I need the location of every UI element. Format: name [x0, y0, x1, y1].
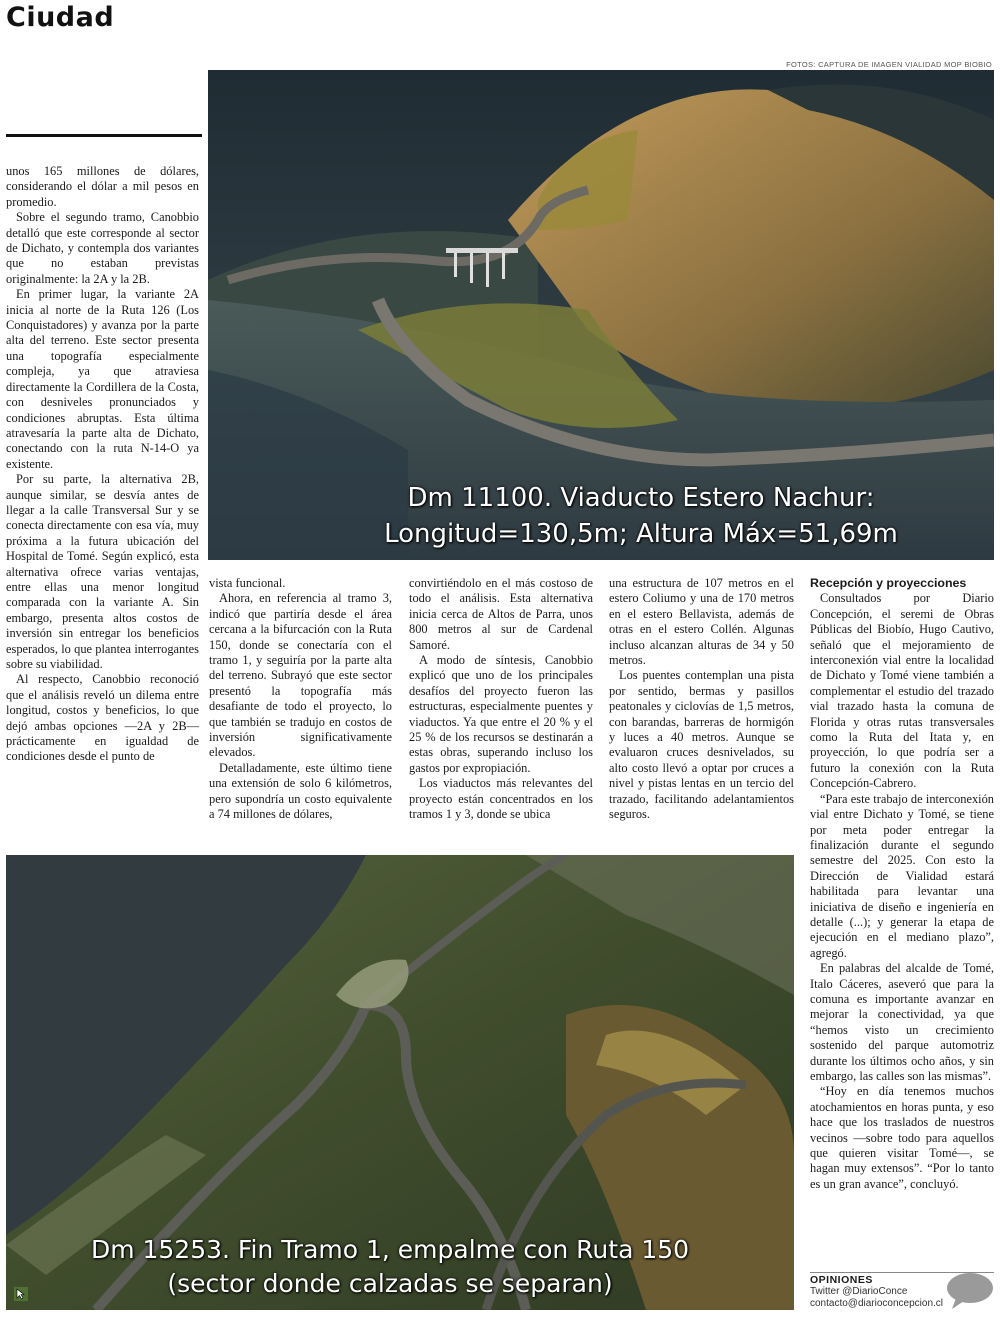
section-title: Ciudad — [6, 2, 115, 33]
article-column-1 — [6, 164, 199, 765]
subheading: Recepción y proyecciones — [810, 576, 967, 590]
paragraph: Ahora, en referencia al tramo 3, indicó que partiría desde el área cercana a la bifurcación con la Ruta 150, donde se conectaría con el tramo 1, y seguiría por la parte alta del terreno. Subrayó que este sector presentó la topografía más desafiante de todo el proyecto, lo que también se tradujo en costos de inversión significativamente elevados. — [209, 591, 392, 760]
pointer-cursor-icon — [14, 1287, 28, 1301]
paragraph: “Para este trabajo de interconexión vial entre Dichato y Tomé, se tiene por meta poder entregar la finalización durante el segundo semestre del 2025. Con esto la Dirección de Vialidad estará habilitada para levantar una iniciativa de diseño e ingeniería en detalle (...); y generar la etapa de ejecución en el mediano plazo”, agregó. — [810, 791, 994, 960]
junction-render-photo — [6, 855, 794, 1310]
bottom-caption-line-2: (sector donde calzadas se separan) — [167, 1269, 613, 1298]
paragraph: En palabras del alcalde de Tomé, Italo Cáceres, aseveró que para la comuna es importante avanzar en mejorar la conectividad, ya que “hemos visto un crecimiento sostenido del parque automotriz durante los últimos ocho años, y sin embargo, las calles son las mismas”. — [810, 961, 994, 1083]
article-column-2 — [209, 576, 392, 823]
contact-email: contacto@diarioconcepcion.cl — [810, 1298, 944, 1309]
paragraph: A modo de síntesis, Canobbio explicó que uno de los principales desafíos del proyecto fueron las estructuras, especialmente puentes y viaductos. Ya que entre el 20 % y el 25 % de los recursos se destinarán a estas obras, superando incluso los gastos por expropiación. — [409, 653, 593, 775]
paragraph: vista funcional. — [209, 576, 286, 590]
opinions-label: OPINIONES — [810, 1272, 994, 1286]
viaduct-render-photo — [208, 70, 994, 560]
photo-credit: FOTOS: CAPTURA DE IMAGEN VIALIDAD MOP BIOBIO — [786, 60, 992, 69]
twitter-handle: Twitter @DiarioConce — [810, 1286, 908, 1297]
paragraph: unos 165 millones de dólares, considerando el dólar a mil pesos en promedio. — [6, 164, 199, 209]
article-column-4 — [609, 576, 794, 823]
paragraph: Detalladamente, este último tiene una extensión de solo 6 kilómetros, pero supondría un costo equivalente a 74 millones de dólares, — [209, 760, 392, 822]
paragraph: “Hoy en día tenemos muchos atochamientos en horas punta, y eso hace que los traslados de nuestros vecinos —sobre todo para aquellos que quieren visitar Tomé—, se hagan muy extensos”. “Por lo tanto es un gran avance”, concluyó. — [810, 1084, 994, 1191]
paragraph: Sobre el segundo tramo, Canobbio detalló que este corresponde al sector de Dichato, y contempla dos variantes que no estaban previstas originalmente: la 2A y la 2B. — [6, 210, 199, 286]
bottom-caption-line-1: Dm 15253. Fin Tramo 1, empalme con Ruta 150 — [90, 1235, 690, 1264]
top-photo-caption — [308, 480, 974, 552]
paragraph: convirtiéndolo en el más costoso de todo el análisis. Esta alternativa inicia cerca de Altos de Parra, unos 800 metros al sur de Cardenal Samoré. — [409, 576, 593, 652]
paragraph: Los viaductos más relevantes del proyecto están concentrados en los tramos 1 y 3, donde se ubica — [409, 776, 593, 822]
bottom-photo-caption — [66, 1233, 714, 1301]
paragraph: Al respecto, Canobbio reconoció que el análisis reveló un dilema entre longitud, costos y beneficios, lo que dejó ambas opciones —2A y 2B— prácticamente en igualdad de condiciones desde el punto de — [6, 672, 199, 764]
paragraph: Los puentes contemplan una pista por sentido, bermas y pasillos peatonales y ciclovías de 1,5 metros, con barandas, barreras de hormigón y luces a 40 metros. Aunque se evaluaron cruces desnivelados, su alto costo llevó a optar por cruces a nivel y pistas lentas en un tercio del trazado, facilitando adelantamientos seguros. — [609, 668, 794, 822]
paragraph: Por su parte, la alternativa 2B, aunque similar, se desvía antes de llegar a la calle Transversal Sur y se conecta directamente con esa vía, muy próxima a la futura ubicación del Hospital de Tomé. Según explicó, esta alternativa ofrece varias ventajas, entre ellas una menor longitud comparada con la variante A. Sin embargo, presenta altos costos de inversión sin entregar los beneficios esperados, lo que plantea interrogantes sobre su viabilidad. — [6, 472, 199, 671]
article-column-5 — [810, 576, 994, 1192]
paragraph: En primer lugar, la variante 2A inicia al norte de la Ruta 126 (Los Conquistadores) y avanza por la parte alta del terreno. Este sector presenta una topografía especialmente compleja, ya que atraviesa directamente la Cordillera de la Costa, con desniveles pronunciados y condiciones abruptas. Esta última atravesaría la parte alta de Dichato, conectando con la ruta N-14-O ya existente. — [6, 287, 199, 471]
paragraph: una estructura de 107 metros en el estero Coliumo y una de 170 metros en el estero Bellavista, además de otras en el estero Collén. Algunas incluso alcanzan alturas de 34 y 50 metros. — [609, 576, 794, 668]
speech-bubble-icon — [946, 1272, 994, 1310]
top-caption-line-2: Longitud=130,5m; Altura Máx=51,69m — [384, 519, 898, 549]
header-rule — [6, 134, 202, 137]
paragraph: Consultados por Diario Concepción, el seremi de Obras Públicas del Biobío, Hugo Cautivo, señaló que el mejoramiento de interconexión vial entre la localidad de Dichato y Tomé viene también a complementar el estudio del trazado vial trazado hasta la comuna de Florida y otras rutas transversales como la Ruta del Itata y, en proyección, lo que podría ser a futuro la conexión con la Ruta Concepción-Cabrero. — [810, 591, 994, 791]
article-column-3 — [409, 576, 593, 823]
top-caption-line-1: Dm 11100. Viaducto Estero Nachur: — [407, 483, 875, 513]
